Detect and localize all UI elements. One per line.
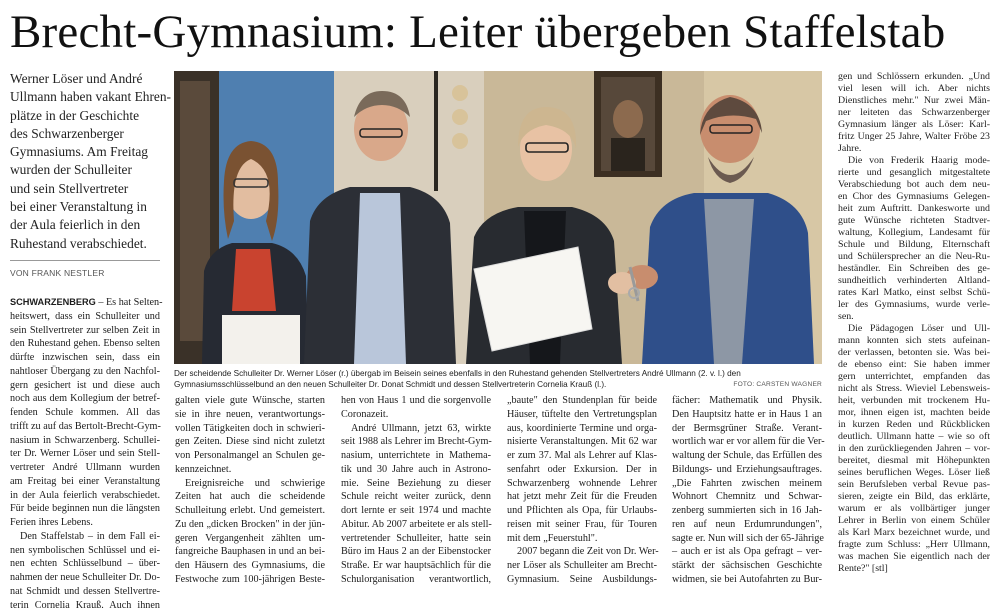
photo-credit: FOTO: CARSTEN WAGNER <box>733 379 822 390</box>
text-line: mann konnten sich stets aufeinan- <box>838 335 990 347</box>
text-line: hen von Haus 1 und die sorgenvolle <box>341 394 491 408</box>
text-line: terin Cornelia Krauß. Auch ihnen <box>10 599 160 612</box>
photo-caption <box>174 368 822 390</box>
text-line: senfahrt oder Exkursion. Der in <box>507 463 657 477</box>
text-line: heitswert, dass ein Schulleiter und <box>10 310 160 324</box>
dateline: SCHWARZENBERG <box>10 297 96 307</box>
text-line: Abitur. Ab 2007 arbeitete er als stell- <box>341 518 491 532</box>
text-line: Schulorganisation verantwortlich, <box>341 573 491 587</box>
text-line: ren auf neun Erdumrundungen", <box>672 518 822 532</box>
text-line: am Freitag bei einer Veranstaltung <box>10 475 160 489</box>
text-line: heständler. Ein Schreiben des ge- <box>838 263 990 275</box>
text-line: den Ruhestand gehen. Ebenso selten <box>10 337 160 351</box>
text-line: bereitet, diesmal mit Höhepunkten <box>838 455 990 467</box>
text-line: galten viele gute Wünsche, starten <box>175 394 325 408</box>
text-line: Schwarzenberg wohnende Lehrer <box>507 477 657 491</box>
text-line: Gymnasium. Seine Ausbildungs- <box>507 573 657 587</box>
text-line: deutlich. Ullmann hatte – wie so oft <box>838 431 990 443</box>
text-line: nahmen der neue Schulleiter Dr. Do- <box>10 571 160 585</box>
photo-illustration <box>174 71 822 364</box>
text-line: Gymnasium länger als Löser: Karl- <box>838 119 990 131</box>
caption-line: Gymnasiumsschlüsselbund an den neuen Schulleiter Dr. Donat Schmidt und dessen Stellvertreterin Cornelia Krauß (l.). <box>174 379 822 390</box>
text-line: gute Wünsche richteten Stadtver- <box>838 215 990 227</box>
text-line: seines beruflichen Weges. Löser ließ <box>838 467 990 479</box>
text-line: Ereignisreiche und schwierige <box>175 477 325 491</box>
text-line: zenberg summierten sich in 16 Jah- <box>672 504 822 518</box>
caption-line: Der scheidende Schulleiter Dr. Werner Löser (r.) übergab im Beisein seines ebenfalls in den Ruhestand gehenden Stellvertreters André Ullmann (2. v. l.) den <box>174 368 822 379</box>
text-line: in den zurückliegenden Jahren – vor- <box>838 443 990 455</box>
text-line: nisierte Veranstaltungen. Mit 62 war <box>507 435 657 449</box>
text-line: Für beide beginnen nun die längsten <box>10 502 160 516</box>
text-line: nasium in Schwarzenberg. Schullei- <box>10 434 160 448</box>
article-column-2 <box>175 394 325 587</box>
text-line: Straße. Er war hauptsächlich für die <box>341 559 491 573</box>
text-line: er zum 37. Mal als Lehrer auf Klas- <box>507 449 657 463</box>
text-line: Verabschiedung bot auch dem neu- <box>838 179 990 191</box>
text-line: sen. <box>838 311 990 323</box>
text-line: tik und 30 Jahre auch in Astrono- <box>341 463 491 477</box>
text-line: vertretender Schulleiter, hatte sein <box>341 532 491 546</box>
text-line: ner leiteten das Schwarzenberger <box>838 107 990 119</box>
text-line: Den Staffelstab – in dem Fall ei- <box>10 530 160 544</box>
text-line: gern unterrichtet, empfanden das <box>838 371 990 383</box>
text-line: nen symbolischen Schlüssel und ei- <box>10 544 160 558</box>
text-line: seit 1988 als Lehrer im Brecht-Gym- <box>341 435 491 449</box>
text-line: in kurzen Reden und Rückblicken <box>838 419 990 431</box>
text-line: fangreiche Bauphasen in und an bei- <box>175 545 325 559</box>
text-line: wortlich war er vor allem für die Ver- <box>672 435 822 449</box>
text-line: gen und Schlössern erkunden. „Und <box>838 71 990 83</box>
text-line: Dienstliches mehr." Nur zwei Män- <box>838 95 990 107</box>
article-column-1 <box>10 296 160 612</box>
text-line: in der Aula feierlich verabschiedet. <box>10 489 160 503</box>
text-line: Häuser, tüftelte den Vertretungsplan <box>507 408 657 422</box>
text-line: Zeiten hat auch die scheidende <box>175 490 325 504</box>
text-line: vollen Tätigkeiten doch in schwieri- <box>175 422 325 436</box>
text-line: rates Karl Matko, einst selbst Schü- <box>838 287 990 299</box>
text-line: Zu den „dicken Brocken" in der jün- <box>175 518 325 532</box>
text-line: aus, koordinierte Termine und orga- <box>507 422 657 436</box>
text-line: nat Schmidt und dessen Stellvertre- <box>10 585 160 599</box>
text-line: Schule reicht weiter zurück, denn <box>341 490 491 504</box>
text-line: Festwoche zum 100-jährigen Beste- <box>175 573 325 587</box>
text-line: Lehrer in Berlin von einem Schüler <box>838 515 990 527</box>
text-line: geren Vergangenheit zählten um- <box>175 532 325 546</box>
text-line: waltung der Schule, das Erfüllen des <box>672 449 822 463</box>
text-line: sagte er. Nun will sich der 65-Jährige <box>672 532 822 546</box>
text-line: von Personalmangel an Schulen ge- <box>175 449 325 463</box>
text-line: rierte und gesanglich mitgestaltete <box>838 167 990 179</box>
text-line: sein Stellvertreter zur selben Zeit in <box>10 324 160 338</box>
text-line: fragte zum Schluss: „Herr Ullmann, <box>838 539 990 551</box>
text-line: hat jetzt mehr Zeit für die Freuden <box>507 490 657 504</box>
byline: VON FRANK NESTLER <box>10 268 160 278</box>
text-line: Coronazeit. <box>341 408 491 422</box>
text-line: mie. Seine Beziehung zu dieser <box>341 477 491 491</box>
text-line: mor, ihnen eigen ist, machten beide <box>838 407 990 419</box>
text-line: und Pflichten als Opa, für Urlaubs- <box>507 504 657 518</box>
article-column-3 <box>341 394 491 587</box>
text-line: dort lernte er seit 1974 und machte <box>341 504 491 518</box>
text-line: Wohnort Chemnitz und Schwar- <box>672 490 822 504</box>
article-column-6 <box>838 71 990 575</box>
text-line: dürfte inzwischen sein, dass ein <box>10 351 160 365</box>
text-line: der verlassen, betonten sie. Was bei- <box>838 347 990 359</box>
byline-divider <box>10 260 160 261</box>
text-line: Jahre. <box>838 143 990 155</box>
text-line: vertreter André Ullmann wurden <box>10 461 160 475</box>
text-line: ner Löser als Schulleiter am Brecht- <box>507 559 657 573</box>
text-line: der Bermsgrüner Straße. Verant- <box>672 422 822 436</box>
text-line: mit dem „Feuerstuhl". <box>507 532 657 546</box>
text-line: fenden Schule kommen. All das <box>10 406 160 420</box>
text-line: nicht als Stress. Wieviel Lebensweis- <box>838 383 990 395</box>
text-line: nahtloser Übergang zu den Nachfol- <box>10 365 160 379</box>
text-line: de ebenso eint: Sie haben immer <box>838 359 990 371</box>
text-line: Bildungs- und Erziehungsauftrages. <box>672 463 822 477</box>
text-line: sein Berufsleben verbal Revue pas- <box>838 479 990 491</box>
text-line: gen Zeiten. Diese sind nicht zuletzt <box>175 435 325 449</box>
text-line: 2007 begann die Zeit von Dr. Wer- <box>507 545 657 559</box>
text-line: Die von Frederik Haarig mode- <box>838 155 990 167</box>
text-line: Ferien ihres Lebens. <box>10 516 160 530</box>
text-line: warum er als vollbärtiger junger <box>838 503 990 515</box>
text-line: reisen mit seiner Frau, für Touren <box>507 518 657 532</box>
text-line: und Schülersprecher an die Neu-Ru- <box>838 251 990 263</box>
text-line: ter Dr. Werner Löser und sein Stell- <box>10 447 160 461</box>
text-line: trifft zu auf das Bertolt-Brecht-Gym- <box>10 420 160 434</box>
text-line: Büro im Haus 2 an der Eibenstocker <box>341 545 491 559</box>
text-line: widmen, sie bei Autofahrten zu Bur- <box>672 573 822 587</box>
text-line: Schule und Bildung, Elternschaft <box>838 239 990 251</box>
article-column-4 <box>507 394 657 587</box>
text-line: viel lesen will ich. Aber nichts <box>838 83 990 95</box>
text-line: „Die Fahrten zwischen meinem <box>672 477 822 491</box>
text-line: nasium, unterrichtete in Mathema- <box>341 449 491 463</box>
text-line: sieren, zeigte ein Bild, das erklärte, <box>838 491 990 503</box>
text-line: sie in ihre neuen, verantwortungs- <box>175 408 325 422</box>
text-line: fächer: Mathematik und Physik. <box>672 394 822 408</box>
text-line: SCHWARZENBERG – Es hat Selten- <box>10 296 160 310</box>
text-line: „baute" den Stundenplan für beide <box>507 394 657 408</box>
lead-paragraph: Werner Löser und André Ullmann haben vakant Ehren- plätze in der Geschichte des Schwarzenberger Gymnasiums. Am Freitag wurden der Schulleiter und sein Stellvertreter bei einer Veranstaltung in der Aula feierlich in den Ruhestand verabschiedet. <box>10 70 160 253</box>
text-line: en Chor des Gymnasiums Gelegen- <box>838 191 990 203</box>
text-line: Den Hauptsitz hatte er in Haus 1 an <box>672 408 822 422</box>
text-line: waltung, Kollegium, Landesamt für <box>838 227 990 239</box>
text-line: ler des Gymnasiums, wurde verle- <box>838 299 990 311</box>
text-line: Rente?" [stl] <box>838 563 990 575</box>
text-line: nen echten Schlüsselbund – über- <box>10 557 160 571</box>
text-line: heit, verbunden mit trockenem Hu- <box>838 395 990 407</box>
text-line: Die Pädagogen Löser und Ull- <box>838 323 990 335</box>
text-line: André Ullmann, jetzt 63, wirkte <box>341 422 491 436</box>
text-line: kennzeichnet. <box>175 463 325 477</box>
article-photo <box>174 71 822 364</box>
text-line: gern gesichert ist und diese auch <box>10 379 160 393</box>
text-line: sundheitlich verhinderten Altland- <box>838 275 990 287</box>
text-line: als Karl Marx bezeichnet wurde, und <box>838 527 990 539</box>
article-column-5 <box>672 394 822 587</box>
text-line: Schulleitung erlebt. Und gemeistert. <box>175 504 325 518</box>
text-line: stärkt der sächsischen Geschichte <box>672 559 822 573</box>
text-line: fritz Unger 25 Jahre, Walter Fröbe 23 <box>838 131 990 143</box>
text-line: heit zum Auftritt. Dankesworte und <box>838 203 990 215</box>
text-line: was machen Sie eigentlich nach der <box>838 551 990 563</box>
text-line: noch aus dem Kollegium der betref- <box>10 392 160 406</box>
text-line: den Häusern des Gymnasiums, die <box>175 559 325 573</box>
headline: Brecht-Gymnasium: Leiter übergeben Staffelstab <box>10 4 990 60</box>
text-line: – auch er ist als Opa gefragt – ver- <box>672 545 822 559</box>
